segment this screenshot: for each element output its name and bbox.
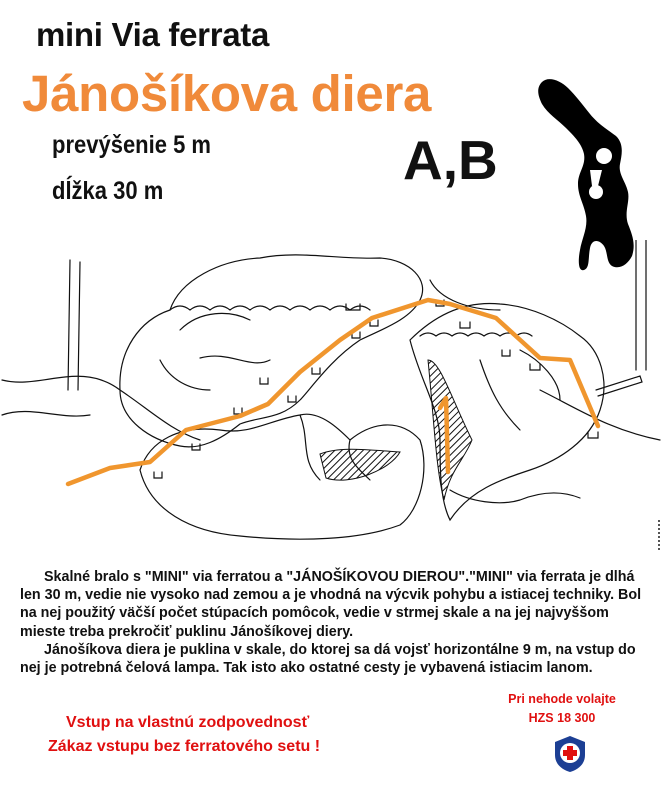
emergency-info [497,690,627,728]
emergency-call-label: Pri nehode volajte [508,692,616,706]
description-paragraph-1: Skalné bralo s "MINI" via ferratou a "JÁNOŠÍKOVOU DIEROU"."MINI" via ferrata je dlhá len 30 m, vedie nie vysoko nad zemou a je vhodná na výcvik pohybu a istiacej techniky. Bol na nej použitý väčší počet stúpacích pomôcok, vedie v strmej skale a na jej najvyššom mieste treba prekročiť puklinu Jánošíkovej diery. [20,569,642,640]
description-paragraph-2: Jánošíkova diera je puklina v skale, do ktorej sa dá vojsť horizontálne 9 m, na vstup do nej je potrebná čelová lampa. Tak isto ako ostatné cesty je vybavená istiacim lanom. [20,641,636,677]
description [20,568,650,677]
warning-own-risk: Vstup na vlastnú zodpovednosť [66,714,310,731]
elevation-label: prevýšenie 5 m [52,131,211,159]
route-letters: A,B [403,129,498,191]
subtitle: mini Via ferrata [36,16,270,53]
mountain-rescue-emblem-icon [553,735,587,773]
warnings [48,711,321,759]
warning-ferrata-set: Zákaz vstupu bez ferratového setu ! [48,738,321,755]
rock-drawing [0,240,663,555]
length-label: dĺžka 30 m [52,177,164,205]
page-title: Jánošíkova diera [22,65,432,122]
emergency-number: HZS 18 300 [528,711,596,725]
edge-mark [658,520,663,550]
